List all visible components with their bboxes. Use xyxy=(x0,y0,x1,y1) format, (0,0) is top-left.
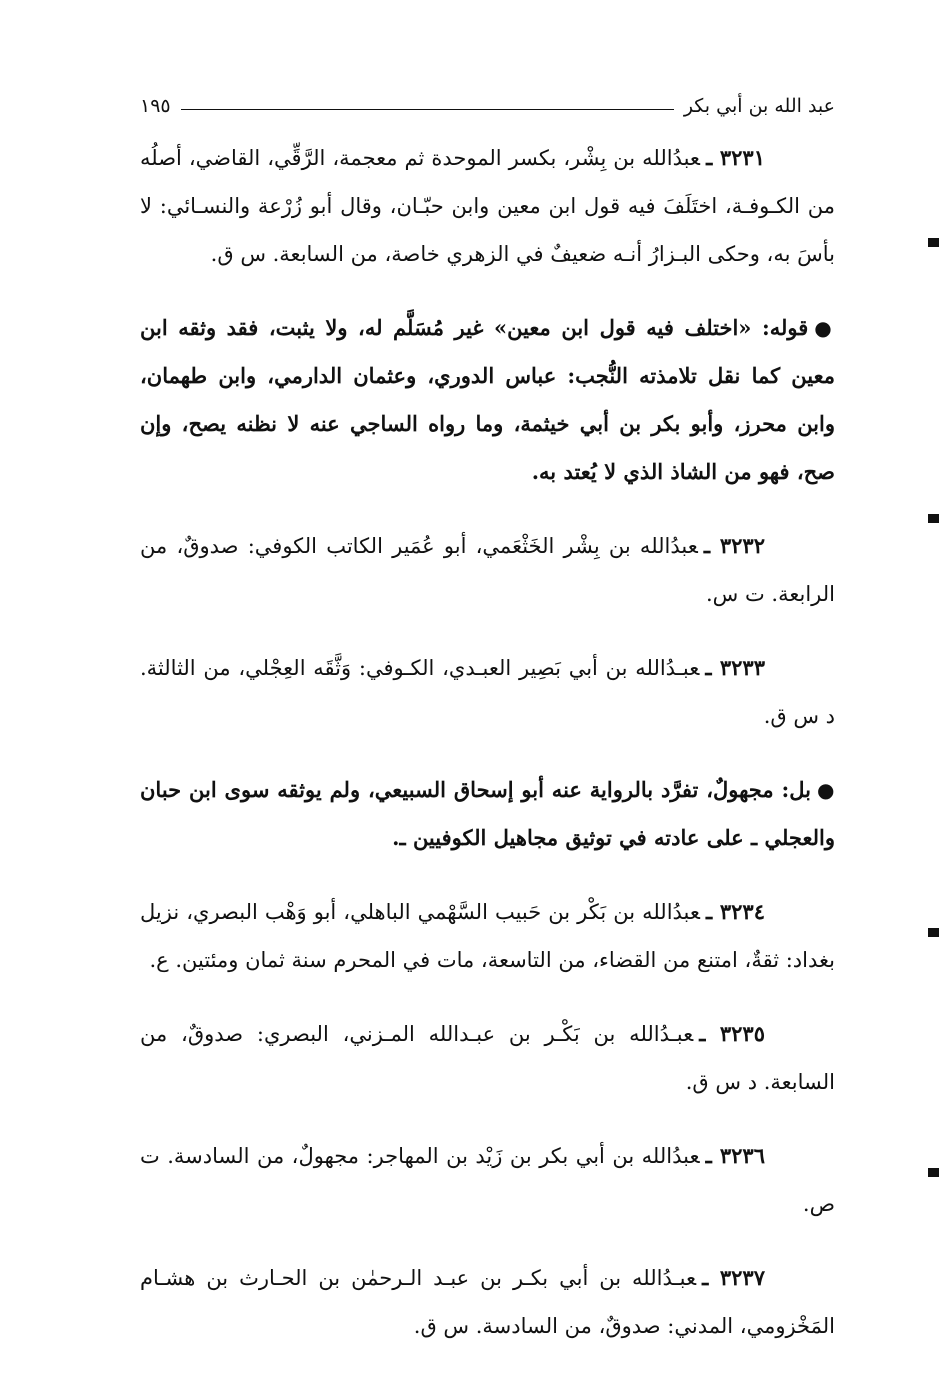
entry-paragraph xyxy=(140,1132,835,1228)
scan-edge-mark xyxy=(928,928,939,937)
entry-text: عبـدُالله بن أبي بكـر بن عبـد الـرحمٰن بن الحـارث بن هشـام المَخْزومي، المدني: صدوقٌ، من السادسة. س ق. xyxy=(140,1266,835,1338)
entry-number: ٣٢٣٣ ـ xyxy=(705,655,765,680)
scan-edge-mark xyxy=(928,514,939,523)
running-title: عبد الله بن أبي بكر xyxy=(683,95,835,117)
entry-3235 xyxy=(140,1010,835,1106)
entry-3231 xyxy=(140,134,835,278)
entry-3234 xyxy=(140,888,835,984)
note-paragraph xyxy=(140,304,835,496)
entry-text: عبـدُالله بن بَكْـر بن عبـدالله المـزني، البصري: صدوقٌ، من السابعة. د س ق. xyxy=(140,1022,835,1094)
note-text: بل: مجهولٌ، تفرَّد بالرواية عنه أبو إسحاق السبيعي، ولم يوثقه سوى ابن حبان والعجلي ـ على عادته في توثيق مجاهيل الكوفيين ـ. xyxy=(140,777,835,850)
scan-edge-mark xyxy=(928,1168,939,1177)
scan-edge-mark xyxy=(928,238,939,247)
entry-number: ٣٢٣٧ ـ xyxy=(702,1265,765,1290)
entry-number: ٣٢٣٤ ـ xyxy=(706,899,765,924)
entry-text: عبـدُالله بن أبي بَصِير العبـدي، الكـوفي: وَثَّقَه العِجْلي، من الثالثة. د س ق. xyxy=(140,656,835,728)
entry-3232 xyxy=(140,522,835,618)
page-body xyxy=(140,134,835,1376)
entry-text: عبدُالله بن بِشْر الخَثْعَمي، أبو عُمَير الكاتب الكوفي: صدوقٌ، من الرابعة. ت س. xyxy=(140,534,835,606)
entry-number: ٣٢٣٢ ـ xyxy=(703,533,765,558)
entry-number: ٣٢٣٥ ـ xyxy=(699,1021,765,1046)
bullet-icon: ● xyxy=(816,778,835,802)
entry-paragraph xyxy=(140,644,835,740)
entry-paragraph xyxy=(140,134,835,278)
bullet-icon: ● xyxy=(814,316,835,340)
commentary-note-2 xyxy=(140,766,835,862)
entry-paragraph xyxy=(140,888,835,984)
entry-text: عبدُالله بن بِشْر، بكسر الموحدة ثم معجمة، الرَّقِّي، القاضي، أصلُه من الكـوفـة، اختَلَفَ فيه قول ابن معين وابن حبّـان، وقال أبو زُرْعة والنسـائي: لا بأسَ به، وحكى البـزارُ أنـه ضعيفٌ في الزهري خاصة، من السابعة. س ق. xyxy=(140,146,835,266)
entry-3236 xyxy=(140,1132,835,1228)
page-header xyxy=(140,86,835,126)
header-rule xyxy=(181,109,674,110)
entry-paragraph xyxy=(140,1254,835,1350)
entry-paragraph xyxy=(140,1010,835,1106)
commentary-note-1 xyxy=(140,304,835,496)
entry-text: عبدُالله بن أبي بكر بن زَيْد بن المهاجر: مجهولٌ، من السادسة. ت ص. xyxy=(140,1144,835,1216)
entry-text: عبدُالله بن بَكْر بن حَبيب السَّهْمي الباهلي، أبو وَهْب البصري، نزيل بغداد: ثقةٌ، امتنع من القضاء، من التاسعة، مات في المحرم سنة ثمان ومئتين. ع. xyxy=(140,900,835,972)
entry-3237 xyxy=(140,1254,835,1350)
note-text: قوله: «اختلف فيه قول ابن معين» غير مُسَلَّم له، ولا يثبت، فقد وثقه ابن معين كما نقل تلامذته النُّجب: عباس الدوري، وعثمان الدارمي، وابن طهمان، وابن محرز، وأبو بكر بن أبي خيثمة، وما رواه الساجي عنه لا نظنه يصح، وإن صح، فهو من الشاذ الذي لا يُعتد به. xyxy=(140,315,835,484)
entry-3233 xyxy=(140,644,835,740)
entry-number: ٣٢٣١ ـ xyxy=(706,145,765,170)
page-number: ١٩٥ xyxy=(140,95,171,117)
entry-number: ٣٢٣٦ ـ xyxy=(705,1143,765,1168)
entry-paragraph xyxy=(140,522,835,618)
note-paragraph xyxy=(140,766,835,862)
